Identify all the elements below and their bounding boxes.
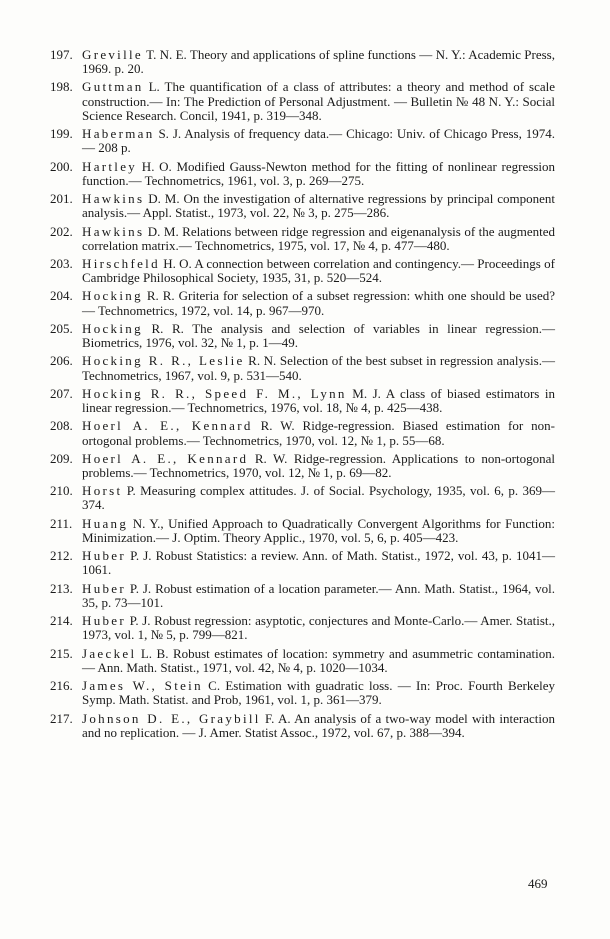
reference-item [50, 484, 555, 512]
reference-number: 199. [50, 126, 73, 142]
reference-item [50, 127, 555, 155]
reference-details: R. W. Ridge-regression. Biased estimation for non-ortogonal problems.— Technometrics, 1970, vol. 12, № 1, p. 55—68. [82, 418, 555, 448]
reference-text [82, 517, 555, 545]
reference-author: Hoerl A. E., Kennard [82, 418, 253, 434]
reference-details: R. R. The analysis and selection of variables in linear regression.— Biometrics, 1976, vol. 32, № 1, p. 1—49. [82, 320, 555, 351]
reference-details: H. O. Modified Gauss-Newton method for the fitting of nonlinear regression function.— Technometrics, 1961, vol. 3, p. 269—275. [82, 158, 555, 188]
reference-number: 207. [50, 385, 73, 401]
reference-author: Greville [82, 47, 143, 62]
reference-text [82, 679, 555, 707]
reference-details: P. J. Robust estimation of a location parameter.— Ann. Math. Statist., 1964, vol. 35, p. 73—101. [82, 580, 555, 610]
reference-text [82, 127, 555, 155]
reference-number: 214. [50, 613, 73, 629]
reference-item [50, 712, 555, 740]
reference-text [82, 712, 555, 740]
reference-item [50, 160, 555, 188]
reference-number: 209. [50, 450, 73, 466]
reference-list [50, 48, 555, 744]
reference-item [50, 582, 555, 610]
reference-number: 212. [50, 548, 73, 564]
reference-text [82, 257, 555, 285]
reference-item [50, 452, 555, 480]
reference-number: 217. [50, 710, 73, 726]
reference-details: D. M. On the investigation of alternative regressions by principal component analysis.— Appl. Statist., 1973, vol. 22, № 3, p. 275—286. [82, 191, 555, 221]
reference-number: 213. [50, 580, 73, 596]
reference-author: Huang [82, 515, 129, 531]
reference-item [50, 289, 555, 317]
reference-details: R. R. Griteria for selection of a subset regression: whith one should be used? — Technometrics, 1972, vol. 14, p. 967—970. [82, 288, 555, 318]
reference-text [82, 484, 555, 512]
reference-text [82, 354, 555, 382]
reference-author: Hoerl A. E., Kennard [82, 450, 249, 466]
reference-number: 202. [50, 223, 73, 239]
reference-text [82, 322, 555, 350]
reference-text [82, 614, 555, 642]
reference-item [50, 192, 555, 220]
reference-author: Huber [82, 613, 126, 629]
reference-author: Horst [82, 483, 123, 499]
reference-item [50, 257, 555, 285]
reference-item [50, 80, 555, 122]
reference-item [50, 647, 555, 675]
reference-details: S. J. Analysis of frequency data.— Chicago: Univ. of Chicago Press, 1974.— 208 p. [82, 126, 555, 156]
reference-number: 216. [50, 678, 73, 694]
reference-author: Hawkins [82, 191, 145, 207]
reference-author: Hocking R. R., Speed F. M., Lynn [82, 385, 347, 401]
reference-item [50, 225, 555, 253]
reference-number: 197. [50, 47, 73, 62]
reference-author: Huber [82, 580, 126, 596]
reference-item [50, 679, 555, 707]
reference-details: C. Estimation with guadratic loss. — In: Proc. Fourth Berkeley Symp. Math. Statist. and Prob, 1961, vol. 1, p. 361—379. [82, 678, 555, 708]
reference-author: Hocking R. R., Leslie [82, 353, 245, 369]
reference-number: 208. [50, 418, 73, 434]
reference-details: R. W. Ridge-regression. Applications to non-ortogonal problems.— Technometrics, 1970, vol. 12, № 1, p. 69—82. [82, 450, 555, 480]
reference-text [82, 225, 555, 253]
reference-text [82, 160, 555, 188]
reference-details: P. J. Robust regression: asyptotic, conjectures and Monte-Carlo.— Amer. Statist., 1973, vol. 1, № 5, p. 799—821. [82, 613, 555, 643]
reference-details: L. B. Robust estimates of location: symmetry and asummetric contamination.— Ann. Math. Statist., 1971, vol. 42, № 4, p. 1020—1034. [82, 645, 555, 675]
reference-text [82, 289, 555, 317]
reference-author: Jaeckel [82, 645, 137, 661]
reference-author: Guttman [82, 79, 144, 95]
reference-text [82, 48, 555, 76]
reference-text [82, 452, 555, 480]
reference-details: T. N. E. Theory and applications of spline functions — N. Y.: Academic Press, 1969. p. 20. [82, 47, 555, 77]
reference-item [50, 354, 555, 382]
page-number: 469 [528, 876, 548, 891]
reference-author: Hawkins [82, 223, 145, 239]
reference-details: F. A. An analysis of a two-way model with interaction and no replication. — J. Amer. Statist Assoc., 1972, vol. 67, p. 388—394. [82, 710, 555, 740]
reference-details: P. Measuring complex attitudes. J. of Social. Psychology, 1935, vol. 6, p. 369—374. [82, 483, 555, 513]
reference-number: 211. [50, 515, 73, 531]
reference-number: 206. [50, 353, 73, 369]
reference-text [82, 192, 555, 220]
reference-item [50, 48, 555, 76]
reference-author: Huber [82, 548, 126, 564]
reference-number: 210. [50, 483, 73, 499]
reference-details: P. J. Robust Statistics: a review. Ann. of Math. Statist., 1972, vol. 43, p. 1041—1061. [82, 548, 555, 578]
reference-author: Haberman [82, 126, 155, 142]
reference-author: Hocking [82, 288, 143, 304]
reference-number: 204. [50, 288, 73, 304]
reference-item [50, 517, 555, 545]
reference-details: D. M. Relations between ridge regression and eigenanalysis of the augmented correlation matrix.— Technometrics, 1975, vol. 17, № 4, p. 477—480. [82, 223, 555, 253]
reference-item [50, 419, 555, 447]
reference-item [50, 614, 555, 642]
reference-details: L. The quantification of a class of attributes: a theory and method of scale construction.— In: The Prediction of Personal Adjustment. — Bulletin № 48 N. Y.: Social Science Research. Concil, 1941, p. 319—348. [82, 79, 555, 123]
reference-details: R. N. Selection of the best subset in regression analysis.— Technometrics, 1967, vol. 9, p. 531—540. [82, 353, 555, 383]
reference-number: 200. [50, 158, 73, 174]
reference-author: James W., Stein [82, 678, 203, 694]
reference-author: Hocking [82, 320, 143, 336]
reference-text [82, 80, 555, 122]
reference-text [82, 387, 555, 415]
reference-author: Hartley [82, 158, 138, 174]
reference-number: 205. [50, 320, 73, 336]
reference-details: N. Y., Unified Approach to Quadratically Convergent Algorithms for Function: Minimization.— J. Optim. Theory Applic., 1970, vol. 5, 6, p. 405—423. [82, 515, 555, 545]
reference-number: 203. [50, 256, 73, 271]
reference-item [50, 387, 555, 415]
reference-text [82, 549, 555, 577]
reference-item [50, 549, 555, 577]
reference-details: H. O. A connection between correlation and contingency.— Proceedings of Cambridge Philosophical Society, 1935, 31, p. 520—524. [82, 256, 555, 286]
reference-number: 201. [50, 191, 73, 207]
reference-details: M. J. A class of biased estimators in linear regression.— Technometrics, 1976, vol. 18, № 4, p. 425—438. [82, 385, 555, 416]
reference-author: Johnson D. E., Graybill [82, 710, 261, 726]
reference-item [50, 322, 555, 350]
reference-text [82, 582, 555, 610]
reference-text [82, 419, 555, 447]
reference-text [82, 647, 555, 675]
reference-number: 198. [50, 79, 73, 95]
reference-author: Hirschfeld [82, 256, 160, 271]
reference-number: 215. [50, 645, 73, 661]
